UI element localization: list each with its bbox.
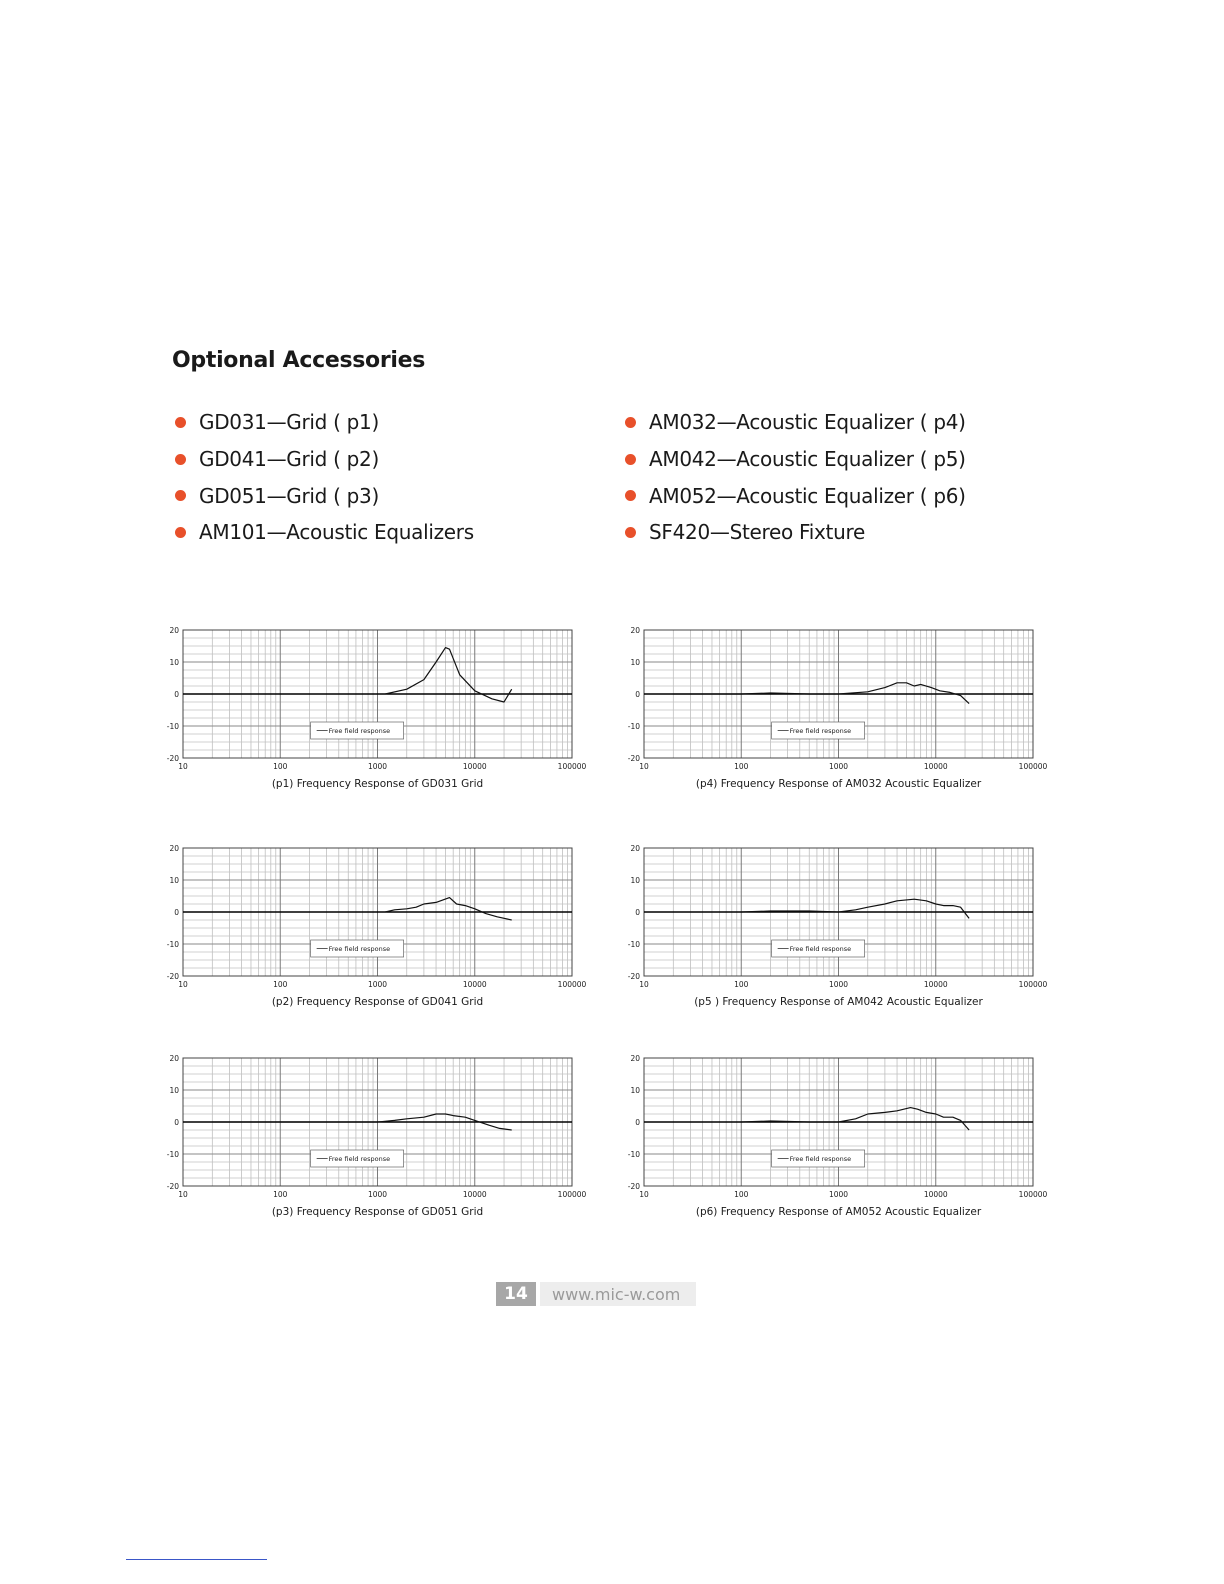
x-tick-label: 100000 (1018, 1190, 1048, 1199)
x-tick-label: 100 (273, 1190, 288, 1199)
accessories-list-left (172, 404, 474, 551)
chart-p2 (156, 836, 596, 1036)
chart-svg (617, 1046, 1057, 1246)
chart-caption: (p1) Frequency Response of GD031 Grid (271, 778, 484, 790)
series-line-p2 (385, 898, 512, 920)
bullet-icon (175, 454, 186, 465)
page-number: 14 (496, 1282, 536, 1306)
list-item (172, 514, 474, 551)
y-tick-label: 0 (635, 1118, 640, 1127)
chart-caption: (p2) Frequency Response of GD041 Grid (271, 996, 484, 1008)
chart-svg (617, 618, 1057, 818)
list-item (172, 404, 474, 441)
list-item-label: GD051—Grid ( p3) (199, 483, 379, 508)
list-item (622, 514, 966, 551)
x-tick-label: 10 (639, 980, 649, 989)
series-line-p5 (741, 899, 969, 918)
x-tick-label: 1000 (367, 1190, 388, 1199)
y-tick-label: 20 (630, 1054, 640, 1063)
x-tick-label: 10000 (923, 980, 948, 989)
legend-label: Free field response (789, 727, 852, 735)
section-heading: Optional Accessories (172, 348, 426, 373)
y-tick-label: 20 (630, 844, 640, 853)
x-tick-label: 100000 (557, 980, 587, 989)
chart-p3 (156, 1046, 596, 1246)
x-tick-label: 100 (734, 762, 749, 771)
accessories-list-right (622, 404, 966, 551)
y-tick-label: -10 (627, 940, 640, 949)
chart-svg (156, 618, 596, 818)
chart-svg (156, 836, 596, 1036)
chart-caption: (p6) Frequency Response of AM052 Acoustic Equalizer (695, 1206, 982, 1218)
y-tick-label: 0 (635, 908, 640, 917)
y-tick-label: 10 (630, 1086, 640, 1095)
x-tick-label: 10000 (462, 1190, 487, 1199)
y-tick-label: 0 (174, 1118, 179, 1127)
chart-caption: (p3) Frequency Response of GD051 Grid (271, 1206, 484, 1218)
x-tick-label: 1000 (828, 1190, 849, 1199)
list-item (622, 441, 966, 478)
x-tick-label: 10 (178, 980, 188, 989)
y-tick-label: -10 (166, 940, 179, 949)
y-tick-label: 10 (169, 1086, 179, 1095)
x-tick-label: 10 (639, 762, 649, 771)
x-tick-label: 100000 (557, 1190, 587, 1199)
list-item-label: SF420—Stereo Fixture (649, 520, 865, 545)
x-tick-label: 10 (639, 1190, 649, 1199)
chart-caption: (p4) Frequency Response of AM032 Acoustic Equalizer (695, 778, 982, 790)
bullet-icon (625, 527, 636, 538)
page-footer (496, 1282, 696, 1306)
list-item (172, 441, 474, 478)
y-tick-label: -10 (166, 722, 179, 731)
y-tick-label: 10 (630, 658, 640, 667)
list-item-label: AM042—Acoustic Equalizer ( p5) (649, 447, 966, 472)
chart-caption: (p5 ) Frequency Response of AM042 Acoustic Equalizer (694, 996, 983, 1008)
x-tick-label: 100000 (1018, 980, 1048, 989)
x-tick-label: 1000 (367, 980, 388, 989)
y-tick-label: 0 (174, 690, 179, 699)
y-tick-label: -20 (166, 972, 179, 981)
list-item (172, 477, 474, 514)
list-item-label: GD031—Grid ( p1) (199, 410, 379, 435)
x-tick-label: 10000 (923, 762, 948, 771)
chart-p5 (617, 836, 1057, 1036)
y-tick-label: -20 (166, 1182, 179, 1191)
list-item (622, 477, 966, 514)
y-tick-label: 10 (169, 876, 179, 885)
y-tick-label: 20 (169, 1054, 179, 1063)
bullet-icon (625, 417, 636, 428)
legend-label: Free field response (789, 1155, 852, 1163)
x-tick-label: 10000 (462, 762, 487, 771)
y-tick-label: 10 (169, 658, 179, 667)
y-tick-label: -10 (627, 1150, 640, 1159)
list-item (622, 404, 966, 441)
chart-p6 (617, 1046, 1057, 1246)
y-tick-label: -20 (627, 754, 640, 763)
x-tick-label: 1000 (367, 762, 388, 771)
legend-label: Free field response (328, 945, 391, 953)
bullet-icon (175, 417, 186, 428)
y-tick-label: -10 (166, 1150, 179, 1159)
y-tick-label: -20 (627, 1182, 640, 1191)
chart-p1 (156, 618, 596, 818)
list-item-label: AM101—Acoustic Equalizers (199, 520, 474, 545)
x-tick-label: 100000 (1018, 762, 1048, 771)
chart-svg (156, 1046, 596, 1246)
bullet-icon (175, 527, 186, 538)
x-tick-label: 100 (273, 980, 288, 989)
x-tick-label: 100000 (557, 762, 587, 771)
y-tick-label: 20 (630, 626, 640, 635)
y-tick-label: 0 (174, 908, 179, 917)
x-tick-label: 10 (178, 762, 188, 771)
x-tick-label: 10000 (923, 1190, 948, 1199)
y-tick-label: -20 (166, 754, 179, 763)
y-tick-label: -20 (627, 972, 640, 981)
list-item-label: GD041—Grid ( p2) (199, 447, 379, 472)
y-tick-label: 10 (630, 876, 640, 885)
x-tick-label: 1000 (828, 762, 849, 771)
legend-label: Free field response (789, 945, 852, 953)
y-tick-label: 20 (169, 844, 179, 853)
x-tick-label: 10000 (462, 980, 487, 989)
divider (126, 1559, 267, 1560)
website-link[interactable]: www.mic-w.com (540, 1282, 696, 1306)
chart-p4 (617, 618, 1057, 818)
y-tick-label: -10 (627, 722, 640, 731)
x-tick-label: 100 (273, 762, 288, 771)
x-tick-label: 100 (734, 980, 749, 989)
x-tick-label: 10 (178, 1190, 188, 1199)
bullet-icon (625, 454, 636, 465)
bullet-icon (625, 490, 636, 501)
bullet-icon (175, 490, 186, 501)
series-line-p6 (741, 1108, 969, 1130)
y-tick-label: 20 (169, 626, 179, 635)
list-item-label: AM052—Acoustic Equalizer ( p6) (649, 483, 966, 508)
x-tick-label: 1000 (828, 980, 849, 989)
x-tick-label: 100 (734, 1190, 749, 1199)
list-item-label: AM032—Acoustic Equalizer ( p4) (649, 410, 966, 435)
legend-label: Free field response (328, 727, 391, 735)
y-tick-label: 0 (635, 690, 640, 699)
chart-svg (617, 836, 1057, 1036)
legend-label: Free field response (328, 1155, 391, 1163)
